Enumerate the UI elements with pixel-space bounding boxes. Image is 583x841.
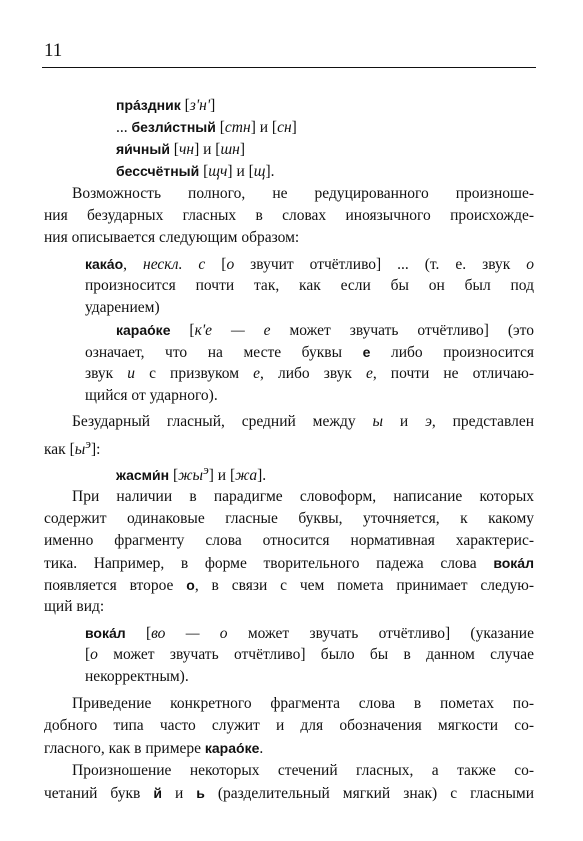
text-line: звук и с призвуком е, либо звук е, почти не отличаю-	[85, 365, 535, 382]
text-line: содержит одинаковые гласные буквы, уточняется, к какому	[44, 510, 534, 527]
text-line: Приведение конкретного фрагмента слова в пометах по-	[72, 695, 534, 712]
text-line: четаний букв й и ь (разделительный мягкий знак) с гласными	[44, 785, 534, 802]
text-line: появляется второе о, в связи с чем помета принимает следую-	[44, 577, 535, 594]
text-line: ударением)	[85, 299, 160, 316]
text-line: тика. Например, в форме творительного падежа слова вока́л	[44, 555, 534, 572]
text-line: как $[ы^э]$:	[44, 436, 101, 459]
text-line: яи́чный [чн] и [шн]	[116, 141, 245, 158]
text-line: ния безударных гласных в словах иноязычного происхожде-	[44, 207, 534, 224]
text-line: бессчётный [щч] и [щ].	[116, 163, 275, 180]
text-line: Безударный гласный, средний между ы и э, представлен	[72, 413, 534, 430]
text-line: вока́л [во — о может звучать отчётливо] (указание	[85, 625, 534, 642]
text-line: Произношение некоторых стечений гласных, а также со-	[72, 762, 534, 779]
text-line: некорректным).	[85, 668, 189, 685]
text-line: именно фрагменту слова относится нормативная характерис-	[44, 532, 534, 549]
text-line: произносится почти так, как если бы он был под	[85, 277, 534, 294]
text-line: гласного, как в примере карао́ке.	[44, 740, 264, 757]
text-line: ния описывается следующим образом:	[44, 229, 300, 246]
text-line: карао́ке [к'е — е может звучать отчётливо] (это	[116, 322, 534, 339]
text-line: щийся от ударного).	[85, 387, 218, 404]
text-line: пра́здник [з'н']	[116, 97, 216, 114]
header-rule	[42, 67, 536, 68]
text-line: Возможность полного, не редуцированного произноше-	[72, 185, 534, 202]
page-number: 11	[44, 40, 63, 61]
text-line: означает, что на месте буквы е либо произносится	[85, 344, 534, 361]
text-line: добного типа часто служит и для обозначения мягкости со-	[44, 717, 534, 734]
text-line: ... безли́стный [стн] и [сн]	[116, 119, 297, 136]
text-line: щий вид:	[44, 598, 105, 615]
text-line: При наличии в парадигме словоформ, написание которых	[72, 488, 534, 505]
text-line: [о может звучать отчётливо] было бы в данном случае	[85, 646, 534, 663]
text-line: жасми́н $[жы^э]$ и [жа].	[116, 462, 267, 485]
text-line: кака́о, нескл. с [о звучит отчётливо] ... (т. е. звук о	[85, 256, 535, 273]
